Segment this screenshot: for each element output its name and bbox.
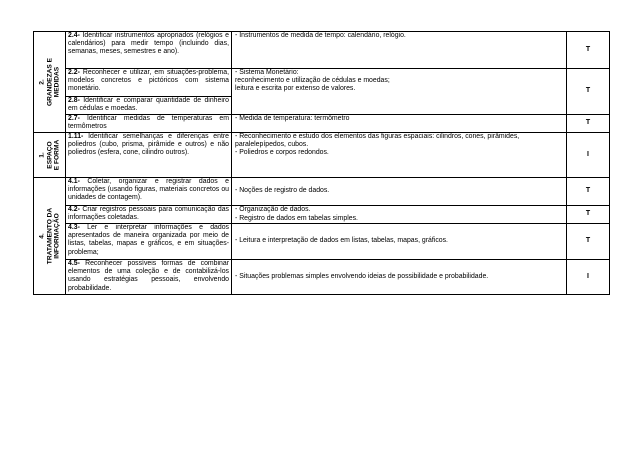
objective-text: Identificar instrumentos apropriados (relógios e calendários) para medir tempo (incluindo dias, semanas, meses, semestres e ano).	[68, 32, 229, 56]
content-line: leitura e escrita por extenso de valores.	[235, 85, 356, 93]
content-line: - Noções de registro de dados.	[235, 187, 330, 195]
objective-cell	[66, 32, 232, 69]
objective-text: Reconhecer e utilizar, em situações-problema, modelos concretos e pictóricos com sistema monetário.	[68, 69, 229, 93]
code-cell	[567, 178, 610, 206]
content-cell	[232, 69, 567, 115]
objective-text: Ler e interpretar informações e dados apresentados de maneira organizada por meio de listas, tabelas, mapas e gráficos, e em situações-problema;	[68, 224, 229, 256]
code-cell	[567, 32, 610, 69]
axis-name-line: ESPAÇO	[45, 141, 53, 169]
axis-cell-espaco	[34, 133, 66, 178]
objective-text: Identificar medidas de temperaturas em termômetros	[68, 115, 229, 131]
objective-id: 4.2-	[68, 206, 80, 213]
objective-id: 2.4-	[68, 32, 80, 39]
axis-cell-tratamento	[34, 178, 66, 295]
axis-number: 4.	[38, 233, 46, 239]
curriculum-table	[33, 31, 610, 295]
axis-label	[38, 58, 61, 106]
content-line: - Organização de dados.	[235, 206, 311, 214]
axis-name-line: E FORMA	[53, 139, 61, 171]
content-line: - Situações problemas simples envolvendo ideias de possibilidade e probabilidade.	[235, 272, 489, 280]
objective-cell	[66, 97, 232, 115]
table-row	[34, 224, 610, 260]
axis-number: 2.	[38, 79, 46, 85]
objective-cell	[66, 69, 232, 97]
code-cell	[567, 206, 610, 224]
objective-id: 2.2-	[68, 69, 80, 76]
objective-cell	[66, 260, 232, 295]
objective-text: Reconhecer possíveis formas de combinar elementos de uma coleção e de contabilizá-los usando estratégias pessoais, envolvendo probabilidade.	[68, 260, 229, 292]
objective-id: 1.11-	[68, 133, 84, 140]
content-line: - Registro de dados em tabelas simples.	[235, 214, 358, 222]
content-line: - Poliedros e corpos redondos.	[235, 149, 329, 157]
content-line: - Medida de temperatura: termômetro	[235, 115, 350, 122]
content-cell	[232, 133, 567, 178]
code-value: I	[587, 272, 589, 280]
code-value: T	[585, 87, 591, 95]
axis-name-line: INFORMAÇÃO	[53, 213, 61, 259]
content-cell	[232, 206, 567, 224]
content-cell	[232, 178, 567, 206]
code-cell	[567, 69, 610, 115]
code-value: T	[585, 237, 591, 245]
code-value: I	[587, 150, 589, 158]
objective-id: 4.1-	[68, 178, 80, 185]
code-value: T	[585, 45, 591, 53]
content-line: - Instrumentos de medida de tempo: calendário, relógio.	[235, 32, 406, 39]
content-cell	[232, 115, 567, 133]
content-line: - Reconhecimento e estudo dos elementos das figuras espaciais: cilindros, cones, pirâmides, paralelepípedos, cubos.	[235, 133, 520, 149]
code-cell	[567, 133, 610, 178]
axis-label	[38, 208, 61, 264]
objective-cell	[66, 133, 232, 178]
objective-id: 4.5-	[68, 260, 80, 267]
table-row	[34, 115, 610, 133]
content-line: - Leitura e interpretação de dados em listas, tabelas, mapas, gráficos.	[235, 237, 448, 245]
objective-cell	[66, 206, 232, 224]
code-cell	[567, 224, 610, 260]
objective-id: 2.7-	[68, 115, 80, 122]
objective-id: 4.3-	[68, 224, 80, 231]
table-row	[34, 69, 610, 97]
objective-text: Identificar e comparar quantidade de dinheiro em cédulas e moedas.	[68, 97, 229, 113]
objective-id: 2.8-	[68, 97, 80, 104]
table-row	[34, 260, 610, 295]
content-line: reconhecimento e utilização de cédulas e moedas;	[235, 77, 390, 85]
table-row	[34, 178, 610, 206]
axis-number: 1.	[38, 152, 46, 158]
objective-text: Identificar semelhanças e diferenças entre poliedros (cubo, prisma, pirâmide e outros) e não poliedros (esfera, cone, cilindro outros).	[68, 133, 229, 157]
axis-name-line: GRANDEZAS E	[45, 58, 53, 106]
content-cell	[232, 224, 567, 260]
code-cell	[567, 115, 610, 133]
objective-cell	[66, 224, 232, 260]
table-row	[34, 206, 610, 224]
code-cell	[567, 260, 610, 295]
axis-label	[38, 140, 61, 170]
objective-text: Criar registros pessoais para comunicação das informações coletadas.	[68, 206, 229, 222]
table-row	[34, 133, 610, 178]
table-row	[34, 32, 610, 69]
objective-cell	[66, 178, 232, 206]
content-cell	[232, 260, 567, 295]
curriculum-table-container	[33, 31, 609, 295]
code-value: T	[585, 187, 591, 195]
code-value: T	[585, 119, 591, 127]
axis-name-line: MEDIDAS	[53, 66, 61, 98]
content-cell	[232, 32, 567, 69]
axis-cell-grandezas	[34, 32, 66, 133]
objective-text: Coletar, organizar e registrar dados e informações (usando figuras, materiais concretos ou unidades de contagem).	[68, 178, 229, 202]
axis-name-line: TRATAMENTO DA	[45, 207, 53, 265]
objective-cell	[66, 115, 232, 133]
code-value: T	[585, 210, 591, 218]
content-line: - Sistema Monetário:	[235, 69, 299, 76]
